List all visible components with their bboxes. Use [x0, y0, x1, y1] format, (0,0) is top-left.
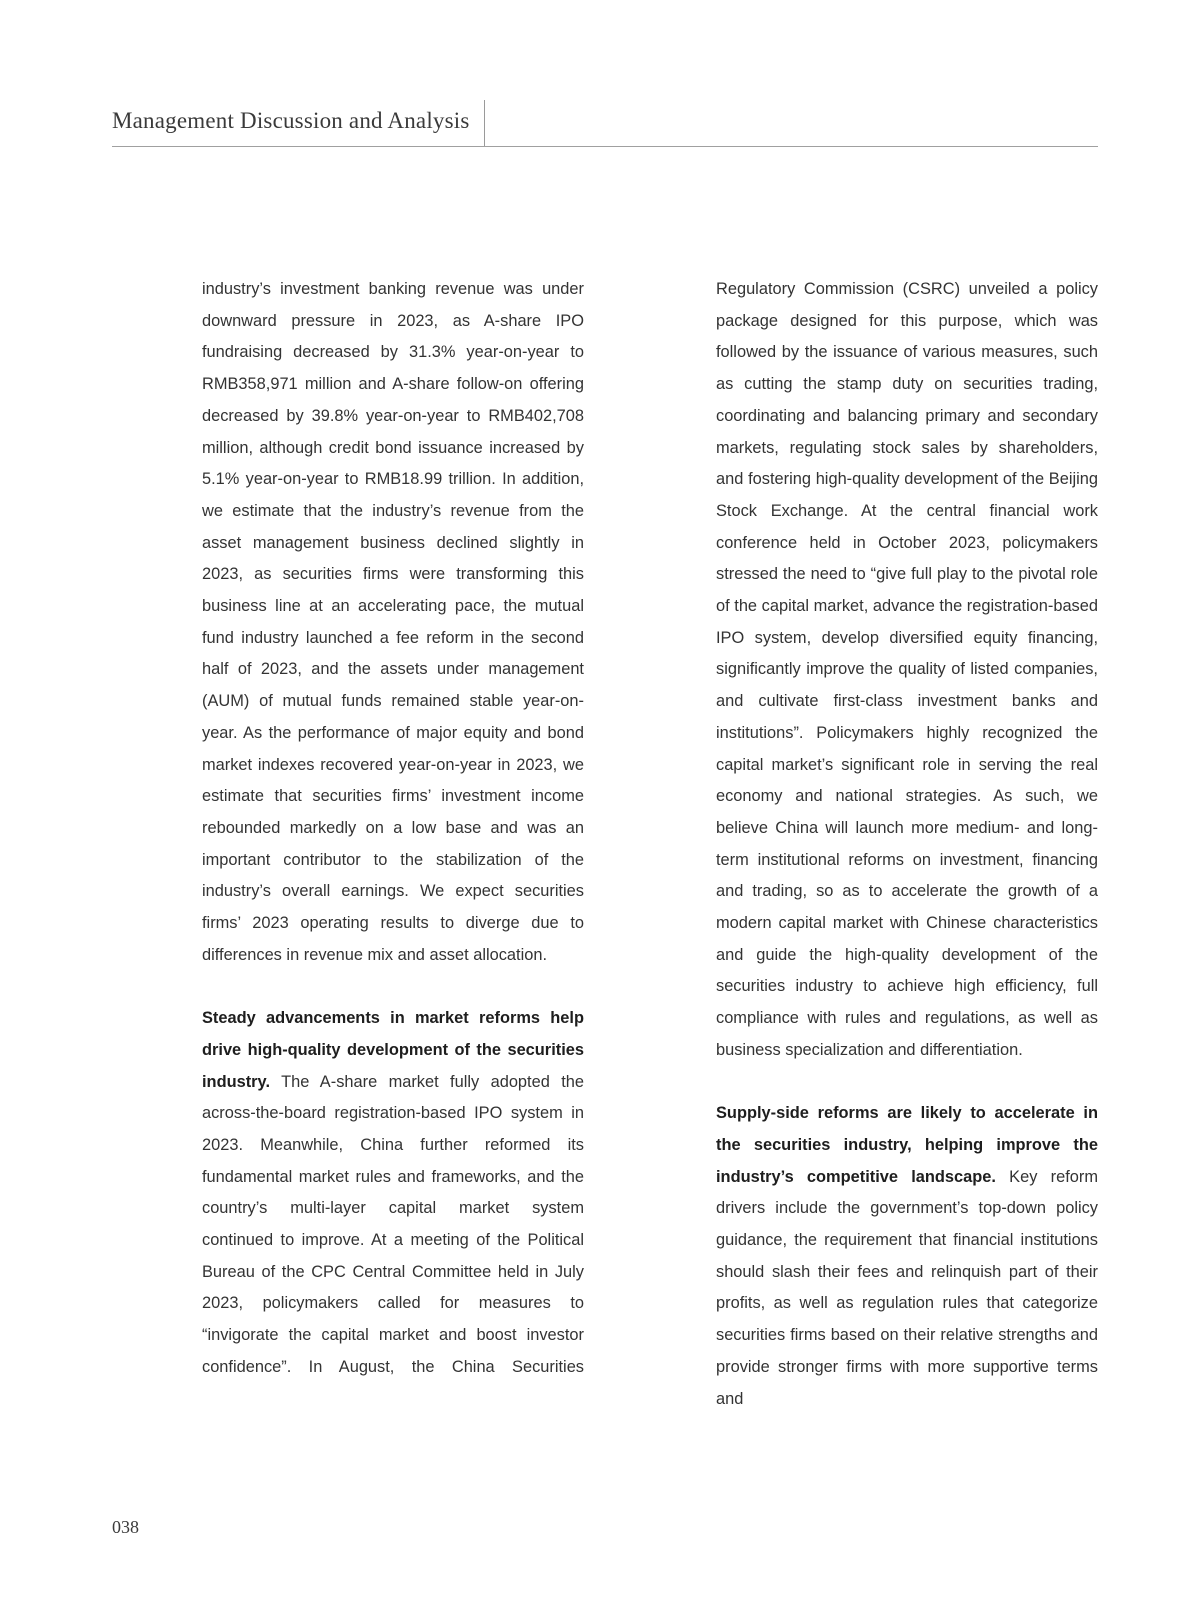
paragraph-body: The A-share market fully adopted the across-the-board registration-based IPO system in 2023. Meanwhile, China further reformed its fundamental market rules and frameworks, and the country’s multi-layer capital market system continued to improve. At a meeting of the Political Bureau of the CPC Central Committee held in July 2023, policymakers called for measures to “invigorate the capital market and boost investor confidence”. In August, the China Securities — [202, 1072, 584, 1376]
paragraph-supply-side-reforms — [716, 1098, 1098, 1415]
right-column — [716, 274, 1098, 1415]
section-title: Management Discussion and Analysis — [112, 108, 470, 133]
header-rule — [112, 146, 1098, 147]
left-column — [202, 274, 584, 1384]
paragraph-heading: Steady advancements in market reforms help drive high-quality development of the securities industry. — [202, 1009, 584, 1091]
paragraph-industry-revenue: industry’s investment banking revenue was under downward pressure in 2023, as A-share IPO fundraising decreased by 31.3% year-on-year to RMB358,971 million and A-share follow-on offering decreased by 39.8% year-on-year to RMB402,708 million, although credit bond issuance increased by 5.1% year-on-year to RMB18.99 trillion. In addition, we estimate that the industry’s revenue from the asset management business declined slightly in 2023, as securities firms were transforming this business line at an accelerating pace, the mutual fund industry launched a fee reform in the second half of 2023, and the assets under management (AUM) of mutual funds remained stable year-on-year. As the performance of major equity and bond market indexes recovered year-on-year in 2023, we estimate that securities firms’ investment income rebounded markedly on a low base and was an important contributor to the stabilization of the industry’s overall earnings. We expect securities firms’ 2023 operating results to diverge due to differences in revenue mix and asset allocation. — [202, 280, 584, 964]
paragraph-csrc-policy: Regulatory Commission (CSRC) unveiled a policy package designed for this purpose, which was followed by the issuance of various measures, such as cutting the stamp duty on securities trading, coordinating and balancing primary and secondary markets, regulating stock sales by shareholders, and fostering high-quality development of the Beijing Stock Exchange. At the central financial work conference held in October 2023, policymakers stressed the need to “give full play to the pivotal role of the capital market, advance the registration-based IPO system, develop diversified equity financing, significantly improve the quality of listed companies, and cultivate first-class investment banks and institutions”. Policymakers highly recognized the capital market’s significant role in serving the real economy and national strategies. As such, we believe China will launch more medium- and long-term institutional reforms on investment, financing and trading, so as to accelerate the growth of a modern capital market with Chinese characteristics and guide the high-quality development of the securities industry to achieve high efficiency, full compliance with rules and regulations, as well as business specialization and differentiation. — [716, 280, 1098, 1059]
page-number: 038 — [112, 1517, 139, 1537]
paragraph-heading: Supply-side reforms are likely to accelerate in the securities industry, helping improve the industry’s competitive landscape. — [716, 1104, 1098, 1186]
paragraph-body: Key reform drivers include the government’s top-down policy guidance, the requirement that financial institutions should slash their fees and relinquish part of their profits, as well as regulation rules that categorize securities firms based on their relative strengths and provide stronger firms with more supportive terms and — [716, 1167, 1098, 1408]
header-divider — [484, 100, 485, 146]
page-header — [112, 100, 1098, 146]
paragraph-market-reforms — [202, 1003, 584, 1383]
